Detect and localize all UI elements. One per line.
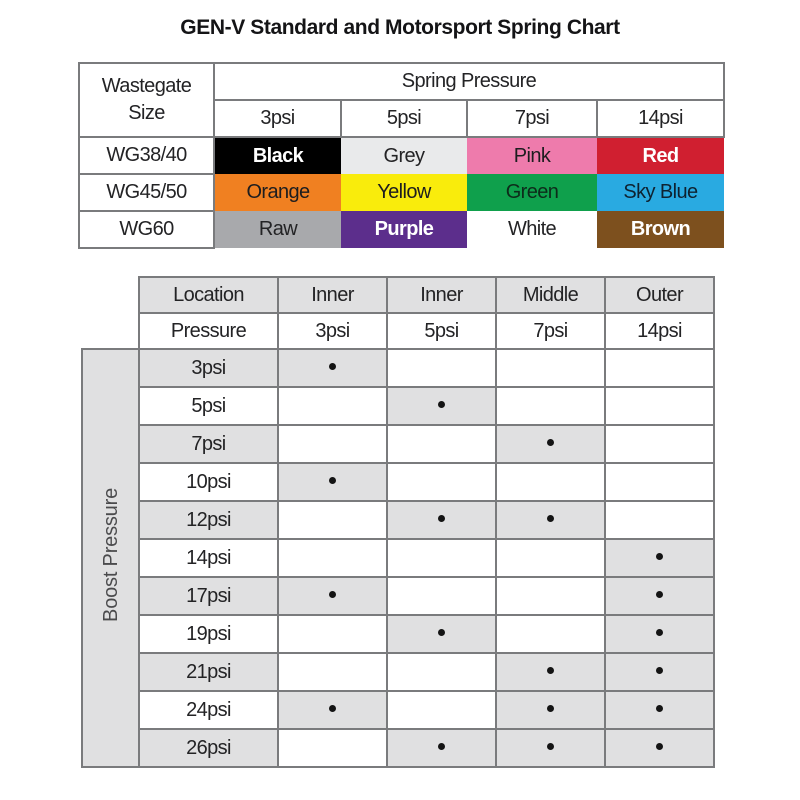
empty-cell [387, 577, 496, 615]
dot-marker [329, 705, 336, 712]
boost-row [82, 501, 714, 539]
dot-marker [547, 705, 554, 712]
column-pressure-5psi: 5psi [387, 313, 496, 349]
spring-row [79, 174, 724, 211]
pressure-header: Pressure [139, 313, 278, 349]
spring-color-cell: Yellow [341, 174, 467, 211]
spring-color-cell: Raw [214, 211, 341, 248]
empty-cell [278, 387, 387, 425]
dot-marker [547, 515, 554, 522]
dot-marker [656, 553, 663, 560]
dot-marker [656, 667, 663, 674]
dot-marker [547, 743, 554, 750]
dot-cell [496, 691, 605, 729]
dot-marker [547, 439, 554, 446]
spring-header-group-row [79, 63, 724, 100]
dot-cell [605, 691, 714, 729]
boost-value-cell: 26psi [139, 729, 278, 767]
dot-cell [496, 425, 605, 463]
wastegate-spring-table [78, 62, 725, 249]
dot-marker [329, 477, 336, 484]
spring-table-body [79, 137, 724, 248]
empty-cell [496, 615, 605, 653]
dot-marker [329, 591, 336, 598]
boost-row [82, 539, 714, 577]
empty-cell [496, 577, 605, 615]
location-header: Location [139, 277, 278, 313]
corner-spacer [82, 277, 139, 313]
boost-value-cell: 12psi [139, 501, 278, 539]
column-location-inner-5: Inner [387, 277, 496, 313]
empty-cell [605, 387, 714, 425]
column-pressure-14psi: 14psi [605, 313, 714, 349]
empty-cell [387, 691, 496, 729]
dot-cell [605, 653, 714, 691]
spring-color-cell: Orange [214, 174, 341, 211]
empty-cell [496, 387, 605, 425]
boost-header-pressure-row [82, 313, 714, 349]
spring-psi-header-5psi: 5psi [341, 100, 467, 137]
empty-cell [387, 349, 496, 387]
spring-color-cell: White [467, 211, 597, 248]
dot-cell [278, 691, 387, 729]
dot-marker [656, 705, 663, 712]
dot-marker [656, 629, 663, 636]
page-title: GEN-V Standard and Motorsport Spring Chart [180, 16, 620, 39]
boost-value-cell: 10psi [139, 463, 278, 501]
boost-value-cell: 5psi [139, 387, 278, 425]
empty-cell [496, 539, 605, 577]
boost-value-cell: 19psi [139, 615, 278, 653]
spring-color-cell: Green [467, 174, 597, 211]
empty-cell [278, 425, 387, 463]
spring-pressure-header: Spring Pressure [214, 63, 724, 100]
dot-cell [605, 615, 714, 653]
dot-marker [329, 363, 336, 370]
dot-cell [387, 615, 496, 653]
boost-row [82, 349, 714, 387]
dot-cell [387, 501, 496, 539]
boost-row [82, 463, 714, 501]
spring-psi-header-7psi: 7psi [467, 100, 597, 137]
dot-cell [278, 349, 387, 387]
column-location-inner-3: Inner [278, 277, 387, 313]
spring-color-cell: Pink [467, 137, 597, 174]
empty-cell [278, 539, 387, 577]
dot-cell [496, 729, 605, 767]
dot-cell [496, 653, 605, 691]
empty-cell [278, 653, 387, 691]
wastegate-size-cell: WG60 [79, 211, 214, 248]
dot-marker [438, 401, 445, 408]
empty-cell [387, 463, 496, 501]
empty-cell [605, 501, 714, 539]
boost-pressure-axis-text: Boost Pressure [99, 488, 122, 622]
empty-cell [387, 539, 496, 577]
dot-marker [656, 591, 663, 598]
boost-row [82, 387, 714, 425]
column-pressure-3psi: 3psi [278, 313, 387, 349]
empty-cell [496, 349, 605, 387]
dot-marker [438, 515, 445, 522]
boost-value-cell: 21psi [139, 653, 278, 691]
boost-row [82, 729, 714, 767]
spring-color-cell: Brown [597, 211, 724, 248]
boost-row [82, 425, 714, 463]
column-location-middle: Middle [496, 277, 605, 313]
boost-pressure-axis-label [82, 349, 139, 767]
boost-table-body [82, 349, 714, 767]
boost-row [82, 691, 714, 729]
spring-color-cell: Sky Blue [597, 174, 724, 211]
empty-cell [278, 615, 387, 653]
empty-cell [387, 425, 496, 463]
dot-cell [605, 539, 714, 577]
spring-psi-header-14psi: 14psi [597, 100, 724, 137]
empty-cell [605, 425, 714, 463]
spring-psi-header-3psi: 3psi [214, 100, 341, 137]
column-location-outer: Outer [605, 277, 714, 313]
boost-row [82, 615, 714, 653]
empty-cell [496, 463, 605, 501]
spring-color-cell: Purple [341, 211, 467, 248]
boost-value-cell: 17psi [139, 577, 278, 615]
dot-marker [438, 629, 445, 636]
spring-color-cell: Red [597, 137, 724, 174]
dot-cell [387, 387, 496, 425]
boost-row [82, 653, 714, 691]
dot-marker [547, 667, 554, 674]
empty-cell [605, 463, 714, 501]
empty-cell [387, 653, 496, 691]
dot-marker [438, 743, 445, 750]
dot-cell [278, 577, 387, 615]
dot-cell [496, 501, 605, 539]
wastegate-size-header: Wastegate Size [79, 63, 214, 137]
column-pressure-7psi: 7psi [496, 313, 605, 349]
dot-cell [278, 463, 387, 501]
dot-marker [656, 743, 663, 750]
boost-header-location-row [82, 277, 714, 313]
boost-pressure-table [81, 276, 715, 768]
empty-cell [278, 729, 387, 767]
boost-value-cell: 24psi [139, 691, 278, 729]
wastegate-size-cell: WG45/50 [79, 174, 214, 211]
dot-cell [387, 729, 496, 767]
boost-value-cell: 3psi [139, 349, 278, 387]
spring-color-cell: Grey [341, 137, 467, 174]
spring-row [79, 211, 724, 248]
corner-spacer [82, 313, 139, 349]
spring-color-cell: Black [214, 137, 341, 174]
dot-cell [605, 577, 714, 615]
boost-row [82, 577, 714, 615]
empty-cell [605, 349, 714, 387]
spring-row [79, 137, 724, 174]
boost-value-cell: 14psi [139, 539, 278, 577]
wastegate-size-cell: WG38/40 [79, 137, 214, 174]
empty-cell [278, 501, 387, 539]
boost-value-cell: 7psi [139, 425, 278, 463]
dot-cell [605, 729, 714, 767]
